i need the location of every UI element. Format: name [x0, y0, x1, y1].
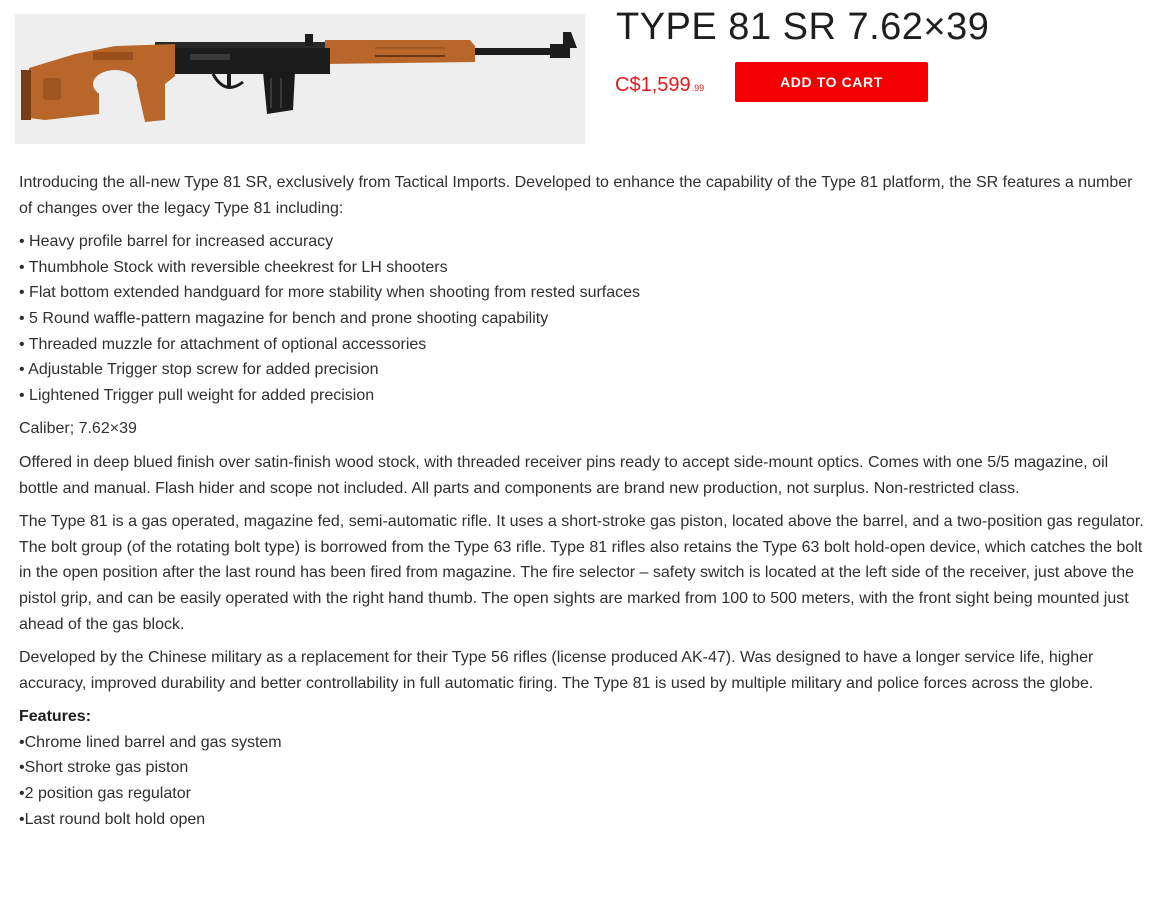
price-cents: .99 — [691, 83, 705, 93]
features-list — [19, 730, 1144, 832]
operation-paragraph: The Type 81 is a gas operated, magazine fed, semi-automatic rifle. It uses a short-stroke gas piston, located above the barrel, and a two-position gas regulator. The bolt group (of the rotating bolt type) is borrowed from the Type 63 rifle. Type 81 rifles also retains the Type 63 bolt hold-open device, which catches the bolt in the open position after the last round has been fired from magazine. The fire selector – safety switch is located at the left side of the receiver, just above the pistol grip, and can be easily operated with the right hand thumb. The open sights are marked from 100 to 500 meters, with the front sight being mounted just ahead of the gas block. — [19, 513, 1144, 633]
list-item: • 5 Round waffle-pattern magazine for bench and prone shooting capability — [19, 309, 549, 327]
history-paragraph: Developed by the Chinese military as a replacement for their Type 56 rifles (license produced AK-47). Was designed to have a longer service life, higher accuracy, improved durability and better controllability in full automatic firing. The Type 81 is used by multiple military and police forces across the globe. — [19, 649, 1094, 692]
list-item: • Threaded muzzle for attachment of optional accessories — [19, 335, 427, 353]
list-item: •Chrome lined barrel and gas system — [19, 733, 282, 751]
list-item: •2 position gas regulator — [19, 785, 191, 803]
product-price — [615, 74, 704, 97]
list-item: •Short stroke gas piston — [19, 759, 189, 777]
list-item: • Adjustable Trigger stop screw for added precision — [19, 361, 379, 379]
list-item: • Flat bottom extended handguard for more stability when shooting from rested surfaces — [19, 284, 641, 302]
list-item: •Last round bolt hold open — [19, 810, 206, 828]
product-description — [19, 170, 1144, 840]
features-heading: Features: — [19, 708, 92, 726]
list-item: • Thumbhole Stock with reversible cheekrest for LH shooters — [19, 258, 448, 276]
product-title: TYPE 81 SR 7.62×39 — [616, 6, 990, 48]
add-to-cart-button[interactable]: ADD TO CART — [735, 62, 928, 102]
list-item: • Heavy profile barrel for increased accuracy — [19, 233, 334, 251]
caliber-text: Caliber; 7.62×39 — [19, 420, 137, 438]
rifle-illustration — [15, 14, 585, 144]
product-image[interactable] — [15, 14, 585, 144]
changes-list — [19, 229, 1144, 408]
price-main: C$1,599 — [615, 74, 691, 96]
description-intro: Introducing the all-new Type 81 SR, exclusively from Tactical Imports. Developed to enhance the capability of the Type 81 platform, the SR features a number of changes over the legacy Type 81 including: — [19, 174, 1133, 217]
finish-paragraph: Offered in deep blued finish over satin-finish wood stock, with threaded receiver pins ready to accept side-mount optics. Comes with one 5/5 magazine, oil bottle and manual. Flash hider and scope not included. All parts and components are brand new production, not surplus. Non-restricted class. — [19, 453, 1109, 497]
list-item: • Lightened Trigger pull weight for added precision — [19, 386, 375, 404]
